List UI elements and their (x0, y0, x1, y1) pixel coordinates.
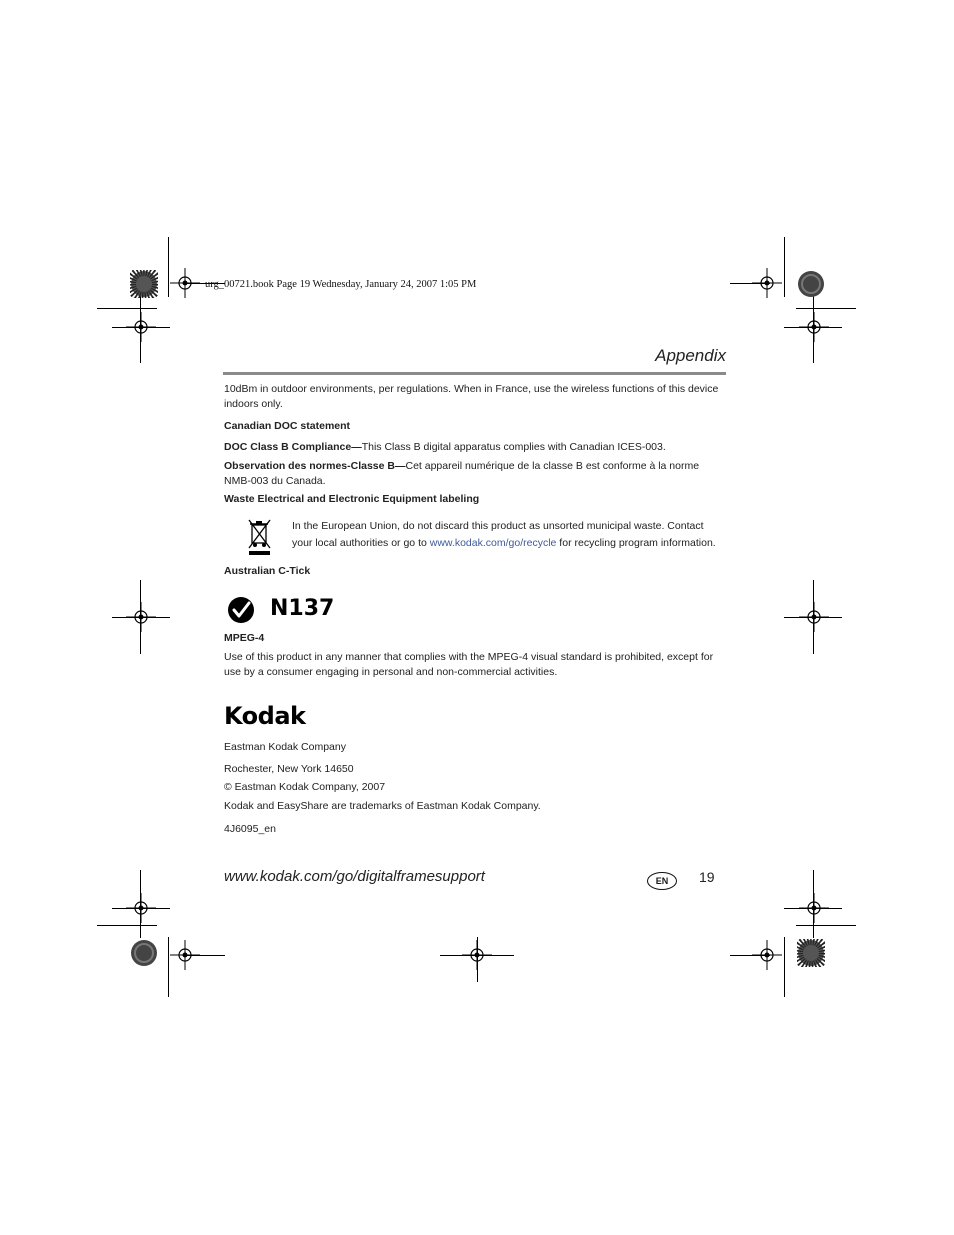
crop-line (112, 908, 170, 909)
crop-line (185, 955, 225, 956)
crop-line (140, 295, 141, 363)
crop-line (97, 925, 157, 926)
crop-line (140, 870, 141, 938)
company-name: Eastman Kodak Company (224, 741, 346, 753)
crop-line (813, 870, 814, 938)
crop-line (813, 580, 814, 654)
canadian-heading: Canadian DOC statement (224, 420, 351, 432)
crop-line (168, 237, 169, 297)
crop-line (168, 937, 169, 997)
crop-line (97, 308, 157, 309)
page-number: 19 (699, 869, 715, 885)
company-address: Rochester, New York 14650 (224, 763, 354, 775)
c-tick-icon (227, 596, 255, 624)
crop-line (784, 937, 785, 997)
crop-line (784, 237, 785, 297)
language-badge: EN (647, 872, 677, 890)
doc-text: This Class B digital apparatus complies with Canadian ICES-003. (361, 441, 666, 453)
color-bar-target-icon (130, 939, 158, 967)
obs-text: Cet appareil numérique de la classe B est conforme à la norme NMB-003 du Canada. (224, 460, 700, 487)
color-bar-target-icon (797, 270, 825, 298)
obs-label: Observation des normes-Classe B— (224, 460, 406, 472)
section-title: Appendix (655, 346, 726, 365)
weee-paragraph (292, 518, 722, 552)
part-number: 4J6095_en (224, 823, 276, 835)
weee-text-before: In the European Union, do not discard this product as unsorted municipal waste. Contact your local authorities or go to (292, 520, 704, 549)
color-bar-target-icon (797, 939, 825, 967)
intro-paragraph: 10dBm in outdoor environments, per regulations. When in France, use the wireless functions of this device indoors only. (224, 383, 719, 410)
print-slug: urg_00721.book Page 19 Wednesday, January 24, 2007 1:05 PM (205, 279, 477, 290)
header-rule (223, 372, 726, 375)
crop-line (140, 580, 141, 654)
crop-line (784, 908, 842, 909)
color-bar-target-icon (130, 270, 158, 298)
crop-line (796, 308, 856, 309)
crop-line (730, 283, 770, 284)
ctick-heading: Australian C-Tick (224, 565, 311, 577)
crossed-out-wheelie-bin-icon (247, 518, 273, 556)
kodak-logo: Kodak (224, 702, 306, 730)
weee-heading: Waste Electrical and Electronic Equipment labeling (224, 493, 480, 505)
ctick-code: N137 (270, 596, 335, 621)
doc-label: DOC Class B Compliance— (224, 441, 362, 453)
crop-line (112, 327, 170, 328)
doc-paragraph (224, 440, 724, 455)
crop-line (112, 617, 170, 618)
trademarks: Kodak and EasyShare are trademarks of Eastman Kodak Company. (224, 800, 541, 812)
support-url[interactable]: www.kodak.com/go/digitalframesupport (224, 868, 485, 885)
copyright: © Eastman Kodak Company, 2007 (224, 781, 386, 793)
crop-line (477, 937, 478, 982)
crop-line (813, 295, 814, 363)
mpeg-heading: MPEG-4 (224, 632, 265, 644)
crop-line (796, 925, 856, 926)
weee-text-after: for recycling program information. (556, 537, 716, 549)
mpeg-paragraph: Use of this product in any manner that complies with the MPEG-4 visual standard is prohibited, except for use by a consumer engaging in personal and non-commercial activities. (224, 651, 714, 678)
recycle-link[interactable]: www.kodak.com/go/recycle (429, 537, 557, 549)
crop-line (784, 327, 842, 328)
crop-line (730, 955, 770, 956)
obs-paragraph (224, 459, 704, 488)
